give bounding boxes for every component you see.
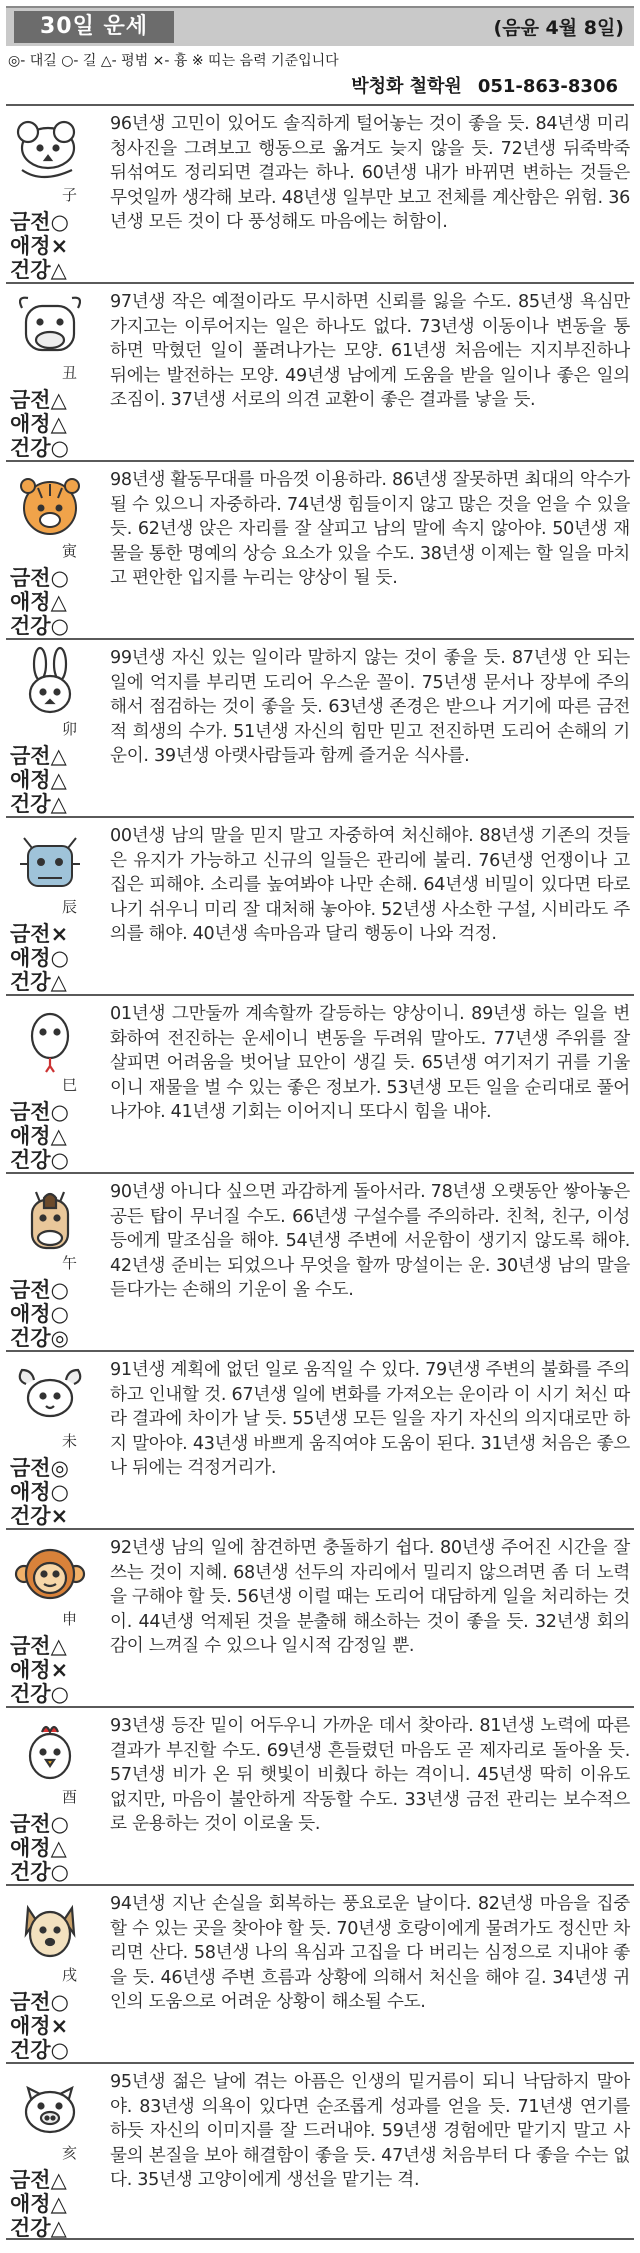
rating-money: 금전○ xyxy=(10,210,69,234)
rating-love: 애정△ xyxy=(10,1124,67,1148)
fortune-entry-rooster xyxy=(6,1706,634,1884)
rating-health: 건강△ xyxy=(10,792,67,816)
rating-love: 애정○ xyxy=(10,1480,69,1504)
fortune-list xyxy=(6,104,634,2240)
rating-money: 금전△ xyxy=(10,1634,67,1658)
rooster-icon xyxy=(8,1714,92,1798)
fortune-entry-monkey xyxy=(6,1528,634,1706)
rating-health: 건강○ xyxy=(10,1682,69,1706)
ratings xyxy=(10,388,100,460)
ratings xyxy=(10,2168,100,2240)
rating-money: 금전○ xyxy=(10,1990,69,2014)
rating-money: 금전○ xyxy=(10,1100,69,1124)
fortune-entry-sheep xyxy=(6,1350,634,1528)
ratings xyxy=(10,1812,100,1884)
rating-health: 건강○ xyxy=(10,2038,69,2062)
sheep-icon xyxy=(8,1358,92,1442)
rating-love: 애정△ xyxy=(10,412,67,436)
rating-love: 애정△ xyxy=(10,768,67,792)
fortune-text: 90년생 아니다 싶으면 과감하게 돌아서라. 78년생 오랫동안 쌓아놓은 공든 탑이 무너질 수도. 66년생 구설수를 주의하라. 친척, 친구, 이성 등에게 말조심을 해야. 54년생 주변에 서운함이 생기지 않도록 해야. 42년생 준비는 되었으나 무엇을 할까 망설이는 운. 30년생 남의 말을 듣다가는 손해의 기운이 올 수도. xyxy=(110,1182,631,1300)
fortune-entry-tiger xyxy=(6,460,634,638)
dragon-icon xyxy=(8,824,92,908)
fortune-entry-dragon xyxy=(6,816,634,994)
zodiac-hanja: 寅 xyxy=(62,542,78,560)
rating-love: 애정○ xyxy=(10,1302,69,1326)
fortune-text: 92년생 남의 일에 참견하면 충돌하기 쉽다. 80년생 주어진 시간을 잘 쓰는 것이 지혜. 68년생 선두의 자리에서 밀리지 않으려면 좀 더 노력을 구해야 할 듯. 56년생 이럴 때는 도리어 대담하게 일을 처리하는 것이. 44년생 억제된 것을 분출해 해소하는 것이 좋을 듯. 32년생 회의감이 느껴질 수 있으나 일시적 감정일 뿐. xyxy=(110,1538,630,1656)
fortune-text: 00년생 남의 말을 믿지 말고 자중하여 처신해야. 88년생 기존의 것들은 유지가 가능하고 신규의 일들은 관리에 불리. 76년생 언쟁이나 고집은 피해야. 소리를 높여봐야 나만 손해. 64년생 비밀이 있다면 타로 나기 쉬우니 미리 잘 대처해 놓아야. 52년생 사소한 구설, 시비라도 주의를 해야. 40년생 속마음과 달리 행동이 나와 걱정. xyxy=(110,826,630,944)
author-line xyxy=(335,72,618,98)
dog-icon xyxy=(8,1892,92,1976)
rating-health: 건강△ xyxy=(10,970,67,994)
fortune-text: 96년생 고민이 있어도 솔직하게 털어놓는 것이 좋을 듯. 84년생 미리 청사진을 그려보고 행동으로 옮겨도 늦지 않을 듯. 72년생 뒤죽박죽 뒤섞여도 정리되면 결과는 하나. 60년생 내가 바뀌면 변하는 것들은 무엇일까 생각해 보라. 48년생 일부만 보고 전체를 계산함은 위험. 36년생 모든 것이 다 풍성해도 마음에는 허함이. xyxy=(110,114,630,232)
rating-money: 금전○ xyxy=(10,1278,69,1302)
page-title: 30일 운세 xyxy=(14,11,174,43)
zodiac-hanja: 未 xyxy=(62,1432,78,1450)
ratings xyxy=(10,1278,100,1350)
zodiac-hanja: 巳 xyxy=(62,1076,78,1094)
rating-health: 건강○ xyxy=(10,1148,69,1172)
rating-love: 애정△ xyxy=(10,1836,67,1860)
fortune-text: 01년생 그만둘까 계속할까 갈등하는 양상이니. 89년생 하는 일을 변화하여 전진하는 운세이니 변동을 두려워 말아도. 77년생 주위를 잘 살피면 어려움을 벗어날 묘안이 생길 듯. 65년생 여기저기 귀를 기울이니 재물을 벌 수 있는 좋은 정보가. 53년생 모든 일을 순리대로 풀어나가야. 41년생 기회는 이어지니 또다시 힘을 내야. xyxy=(110,1004,630,1122)
fortune-text: 98년생 활동무대를 마음껏 이용하라. 86년생 잘못하면 최대의 악수가 될 수 있으니 자중하라. 74년생 힘들이지 않고 많은 것을 얻을 수 있을 듯. 62년생 앉은 자리를 잘 살피고 남의 말에 속지 않아야. 50년생 재물을 통한 명예의 상승 요소가 있을 수도. 38년생 이제는 할 일을 마치고 편안한 입지를 누리는 양상이 될 듯. xyxy=(110,470,631,588)
zodiac-hanja: 亥 xyxy=(62,2144,78,2162)
ratings xyxy=(10,1100,100,1172)
rating-love: 애정× xyxy=(10,234,69,258)
zodiac-hanja: 辰 xyxy=(62,898,78,916)
rating-money: 금전◎ xyxy=(10,1456,69,1480)
rating-money: 금전△ xyxy=(10,388,67,412)
author-name: 박청화 철학원 xyxy=(351,76,462,97)
rating-love: 애정× xyxy=(10,2014,69,2038)
rating-money: 금전△ xyxy=(10,744,67,768)
rating-health: 건강○ xyxy=(10,1860,69,1884)
rating-love: 애정× xyxy=(10,1658,69,1682)
fortune-text: 99년생 자신 있는 일이라 말하지 않는 것이 좋을 듯. 87년생 안 되는 일에 억지를 부리면 도리어 우스운 꼴이. 75년생 문서나 장부에 주의해서 점검하는 것이 좋을 듯. 63년생 존경은 받으나 거기에 따른 금전적 희생의 수가. 51년생 자신의 힘만 믿고 전진하면 도리어 손해의 기운이. 39년생 아랫사람들과 함께 즐거운 식사를. xyxy=(110,648,630,766)
fortune-text: 95년생 젊은 날에 겪는 아픔은 인생의 밑거름이 되니 낙담하지 말아야. 83년생 의욕이 있다면 순조롭게 성과를 얻을 듯. 71년생 연기를 하듯 자신의 이미지를 잘 드러내야. 59년생 경험에만 맡기지 말고 사물의 본질을 보아 해결함이 좋을 듯. 47년생 처음부터 다 좋을 수는 없다. 35년생 고양이에게 생선을 맡기는 격. xyxy=(110,2072,630,2190)
rating-money: 금전△ xyxy=(10,2168,67,2192)
zodiac-hanja: 戌 xyxy=(62,1966,78,1984)
legend: ◎- 대길 ○- 길 △- 평범 ×- 흉 ※ 띠는 음력 기준입니다 xyxy=(8,53,339,69)
zodiac-hanja: 卯 xyxy=(62,720,78,738)
ratings xyxy=(10,1456,100,1528)
rat-icon xyxy=(8,112,92,196)
fortune-entry-rabbit xyxy=(6,638,634,816)
ratings xyxy=(10,1634,100,1706)
rating-love: 애정○ xyxy=(10,946,69,970)
zodiac-hanja: 午 xyxy=(62,1254,78,1272)
monkey-icon xyxy=(8,1536,92,1620)
rating-health: 건강△ xyxy=(10,2216,67,2240)
ratings xyxy=(10,210,100,282)
fortune-text: 97년생 작은 예절이라도 무시하면 신뢰를 잃을 수도. 85년생 욕심만 가지고는 이루어지는 일은 하나도 없다. 73년생 이동이나 변동을 통하면 막혔던 일이 풀려나가는 모양. 61년생 처음에는 지지부진하나 뒤에는 발전하는 모양. 49년생 남에게 도움을 받을 일이나 좋은 일의 조짐이. 37년생 서로의 의견 교환이 좋은 결과를 낳을 듯. xyxy=(110,292,630,410)
fortune-entry-ox xyxy=(6,282,634,460)
tiger-icon xyxy=(8,468,92,552)
lunar-date: (음윤 4월 8일) xyxy=(493,17,624,39)
rating-money: 금전○ xyxy=(10,1812,69,1836)
rating-love: 애정△ xyxy=(10,590,67,614)
rating-love: 애정△ xyxy=(10,2192,67,2216)
rabbit-icon xyxy=(8,646,92,730)
pig-icon xyxy=(8,2070,92,2154)
fortune-entry-snake xyxy=(6,994,634,1172)
ratings xyxy=(10,922,100,994)
ratings xyxy=(10,744,100,816)
ratings xyxy=(10,566,100,638)
rating-health: 건강△ xyxy=(10,258,67,282)
rating-money: 금전× xyxy=(10,922,69,946)
zodiac-hanja: 子 xyxy=(62,186,78,204)
rating-health: 건강◎ xyxy=(10,1326,69,1350)
rating-health: 건강× xyxy=(10,1504,69,1528)
zodiac-hanja: 酉 xyxy=(62,1788,78,1806)
fortune-entry-rat xyxy=(6,104,634,282)
fortune-entry-horse xyxy=(6,1172,634,1350)
fortune-text: 94년생 지난 손실을 회복하는 풍요로운 날이다. 82년생 마음을 집중할 수 있는 곳을 찾아야 할 듯. 70년생 호랑이에게 물려가도 정신만 차리면 산다. 58년생 나의 욕심과 고집을 다 버리는 심정으로 지내야 좋을 듯. 46년생 주변 흐름과 상황에 의해서 처신을 해야 길. 34년생 귀인의 도움으로 어려운 상황이 해소될 수도. xyxy=(110,1894,630,2012)
ratings xyxy=(10,1990,100,2062)
rating-money: 금전○ xyxy=(10,566,69,590)
zodiac-hanja: 丑 xyxy=(62,364,78,382)
fortune-entry-pig xyxy=(6,2062,634,2240)
horse-icon xyxy=(8,1180,92,1264)
fortune-text: 93년생 등잔 밑이 어두우니 가까운 데서 찾아라. 81년생 노력에 따른 결과가 부진할 수도. 69년생 흔들렸던 마음도 곧 제자리로 돌아올 듯. 57년생 비가 온 뒤 햇빛이 비췄다 하는 격이니. 45년생 딱히 이유도 없지만, 마음이 불안하게 작동할 수도. 33년생 금전 관리는 보수적으로 운용하는 것이 이로울 듯. xyxy=(110,1716,630,1834)
zodiac-hanja: 申 xyxy=(62,1610,78,1628)
rating-health: 건강○ xyxy=(10,614,69,638)
snake-icon xyxy=(8,1002,92,1086)
fortune-entry-dog xyxy=(6,1884,634,2062)
author-phone: 051-863-8306 xyxy=(477,76,618,97)
header-bar xyxy=(6,6,634,46)
ox-icon xyxy=(8,290,92,374)
rating-health: 건강○ xyxy=(10,436,69,460)
fortune-text: 91년생 계획에 없던 일로 움직일 수 있다. 79년생 주변의 불화를 주의하고 인내할 것. 67년생 일에 변화를 가져오는 운이라 이 시기 처신 따라 결과에 차이가 날 듯. 55년생 모든 일을 자기 자신의 의지대로만 하지 말아야. 43년생 바쁘게 움직여야 도움이 된다. 31년생 처음은 좋으나 뒤에는 걱정거리가. xyxy=(110,1360,630,1478)
